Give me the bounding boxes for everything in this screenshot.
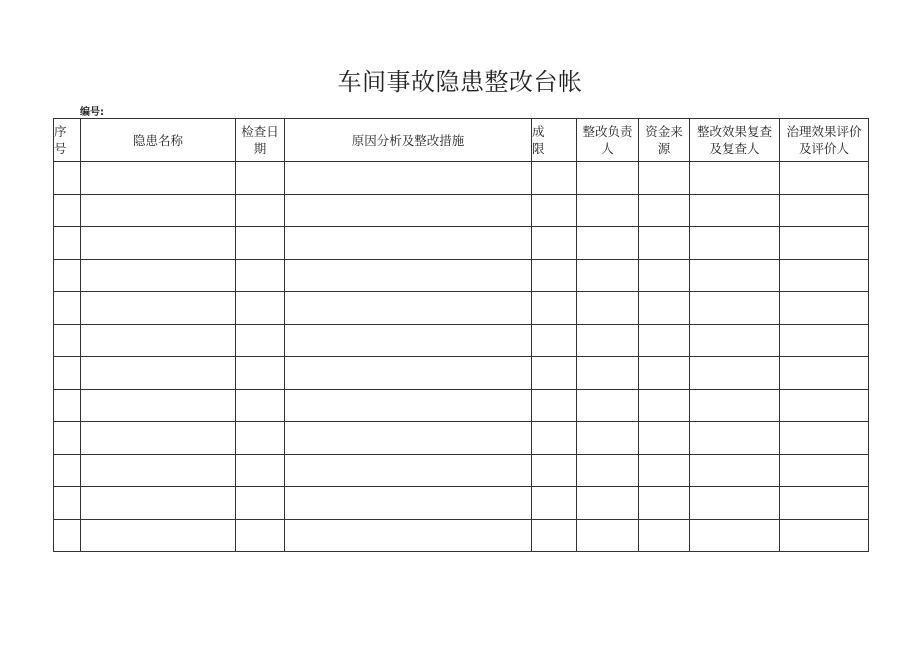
table-cell-responsible[interactable] [577, 292, 639, 325]
table-cell-effect-reviewer[interactable] [690, 292, 780, 325]
table-cell-seq[interactable] [54, 422, 81, 455]
table-cell-funding[interactable] [639, 389, 690, 422]
table-cell-seq[interactable] [54, 487, 81, 520]
table-cell-check-date[interactable] [236, 227, 285, 260]
table-cell-responsible[interactable] [577, 259, 639, 292]
header-responsible [577, 119, 639, 162]
table-cell-cause-measures[interactable] [285, 227, 532, 260]
header-funding [639, 119, 690, 162]
table-cell-effect-reviewer[interactable] [690, 422, 780, 455]
table-cell-seq[interactable] [54, 162, 81, 195]
table-cell-deadline[interactable] [532, 324, 577, 357]
table-cell-cause-measures[interactable] [285, 259, 532, 292]
table-cell-responsible[interactable] [577, 162, 639, 195]
table-cell-funding[interactable] [639, 227, 690, 260]
table-cell-responsible[interactable] [577, 422, 639, 455]
header-deadline-label: 成 限 [532, 124, 545, 156]
header-effect-reviewer [690, 119, 780, 162]
table-cell-hazard-name[interactable] [81, 227, 236, 260]
header-governance-evaluator-label: 治理效果评价 及评价人 [786, 124, 862, 156]
table-cell-funding[interactable] [639, 454, 690, 487]
table-row [54, 324, 869, 357]
table-cell-check-date[interactable] [236, 487, 285, 520]
table-cell-governance-evaluator[interactable] [780, 357, 869, 390]
table-cell-deadline[interactable] [532, 194, 577, 227]
header-deadline [532, 119, 577, 162]
table-cell-check-date[interactable] [236, 357, 285, 390]
table-cell-hazard-name[interactable] [81, 162, 236, 195]
table-cell-effect-reviewer[interactable] [690, 487, 780, 520]
table-cell-governance-evaluator[interactable] [780, 389, 869, 422]
table-cell-governance-evaluator[interactable] [780, 487, 869, 520]
table-cell-hazard-name[interactable] [81, 454, 236, 487]
table-cell-funding[interactable] [639, 292, 690, 325]
table-cell-responsible[interactable] [577, 454, 639, 487]
table-cell-governance-evaluator[interactable] [780, 519, 869, 552]
header-check-date [236, 119, 285, 162]
table-cell-governance-evaluator[interactable] [780, 454, 869, 487]
table-cell-governance-evaluator[interactable] [780, 194, 869, 227]
table-cell-seq[interactable] [54, 292, 81, 325]
table-cell-cause-measures[interactable] [285, 162, 532, 195]
header-hazard-name [81, 119, 236, 162]
header-cause-measures [285, 119, 532, 162]
table-cell-deadline[interactable] [532, 259, 577, 292]
table-cell-cause-measures[interactable] [285, 454, 532, 487]
header-seq [54, 119, 81, 162]
table-cell-deadline[interactable] [532, 162, 577, 195]
table-cell-check-date[interactable] [236, 324, 285, 357]
table-cell-cause-measures[interactable] [285, 422, 532, 455]
header-governance-evaluator [780, 119, 869, 162]
table-cell-effect-reviewer[interactable] [690, 259, 780, 292]
table-cell-hazard-name[interactable] [81, 422, 236, 455]
table-cell-cause-measures[interactable] [285, 357, 532, 390]
table-row [54, 292, 869, 325]
table-cell-deadline[interactable] [532, 292, 577, 325]
table-cell-hazard-name[interactable] [81, 324, 236, 357]
table-cell-deadline[interactable] [532, 487, 577, 520]
table-cell-effect-reviewer[interactable] [690, 357, 780, 390]
table-cell-responsible[interactable] [577, 194, 639, 227]
table-cell-effect-reviewer[interactable] [690, 162, 780, 195]
table-cell-cause-measures[interactable] [285, 292, 532, 325]
table-cell-responsible[interactable] [577, 324, 639, 357]
table-cell-check-date[interactable] [236, 454, 285, 487]
table-cell-effect-reviewer[interactable] [690, 324, 780, 357]
table-cell-governance-evaluator[interactable] [780, 324, 869, 357]
table-cell-hazard-name[interactable] [81, 194, 236, 227]
table-row [54, 389, 869, 422]
table-cell-cause-measures[interactable] [285, 487, 532, 520]
table-cell-check-date[interactable] [236, 194, 285, 227]
table-cell-seq[interactable] [54, 519, 81, 552]
table-cell-hazard-name[interactable] [81, 292, 236, 325]
table-cell-cause-measures[interactable] [285, 194, 532, 227]
table-cell-deadline[interactable] [532, 454, 577, 487]
table-cell-cause-measures[interactable] [285, 324, 532, 357]
table-row [54, 194, 869, 227]
table-cell-hazard-name[interactable] [81, 259, 236, 292]
table-cell-seq[interactable] [54, 227, 81, 260]
serial-number-label: 编号: [80, 107, 104, 118]
table-cell-cause-measures[interactable] [285, 519, 532, 552]
header-funding-label: 资金来 源 [645, 124, 683, 156]
table-cell-responsible[interactable] [577, 357, 639, 390]
table-cell-deadline[interactable] [532, 422, 577, 455]
table-row [54, 454, 869, 487]
table-cell-cause-measures[interactable] [285, 389, 532, 422]
table-row [54, 162, 869, 195]
table-cell-funding[interactable] [639, 259, 690, 292]
hazard-rectification-table [53, 118, 869, 552]
table-cell-funding[interactable] [639, 487, 690, 520]
table-cell-funding[interactable] [639, 357, 690, 390]
table-cell-check-date[interactable] [236, 162, 285, 195]
table-cell-seq[interactable] [54, 324, 81, 357]
header-cause-measures-label: 原因分析及整改措施 [351, 132, 465, 148]
table-cell-effect-reviewer[interactable] [690, 454, 780, 487]
table-cell-hazard-name[interactable] [81, 389, 236, 422]
table-cell-check-date[interactable] [236, 519, 285, 552]
table-cell-funding[interactable] [639, 324, 690, 357]
table-row [54, 422, 869, 455]
table-cell-funding[interactable] [639, 519, 690, 552]
table-cell-seq[interactable] [54, 194, 81, 227]
table-cell-seq[interactable] [54, 357, 81, 390]
table-cell-hazard-name[interactable] [81, 357, 236, 390]
table-cell-check-date[interactable] [236, 422, 285, 455]
table-cell-effect-reviewer[interactable] [690, 389, 780, 422]
header-check-date-label: 检查日 期 [241, 124, 279, 156]
table-cell-governance-evaluator[interactable] [780, 422, 869, 455]
table-cell-deadline[interactable] [532, 227, 577, 260]
table-cell-governance-evaluator[interactable] [780, 162, 869, 195]
table-header-row [54, 119, 869, 162]
table-cell-effect-reviewer[interactable] [690, 519, 780, 552]
table-row [54, 357, 869, 390]
table-cell-responsible[interactable] [577, 487, 639, 520]
table-cell-funding[interactable] [639, 194, 690, 227]
table-cell-effect-reviewer[interactable] [690, 227, 780, 260]
header-hazard-name-label: 隐患名称 [132, 132, 183, 148]
table-cell-governance-evaluator[interactable] [780, 227, 869, 260]
table-cell-hazard-name[interactable] [81, 519, 236, 552]
table-cell-deadline[interactable] [532, 519, 577, 552]
table-cell-responsible[interactable] [577, 389, 639, 422]
header-seq-label: 序 号 [54, 124, 67, 156]
document-title: 车间事故隐患整改台帐 [337, 68, 583, 96]
table-row [54, 227, 869, 260]
table-cell-seq[interactable] [54, 454, 81, 487]
table-cell-seq[interactable] [54, 389, 81, 422]
table-cell-governance-evaluator[interactable] [780, 292, 869, 325]
table-cell-responsible[interactable] [577, 227, 639, 260]
table-cell-hazard-name[interactable] [81, 487, 236, 520]
table-cell-funding[interactable] [639, 422, 690, 455]
table-row [54, 519, 869, 552]
table-cell-deadline[interactable] [532, 357, 577, 390]
table-cell-responsible[interactable] [577, 519, 639, 552]
table-body [54, 162, 869, 552]
table-cell-check-date[interactable] [236, 259, 285, 292]
table-row [54, 259, 869, 292]
table-cell-funding[interactable] [639, 162, 690, 195]
table-cell-check-date[interactable] [236, 292, 285, 325]
table-row [54, 487, 869, 520]
header-effect-reviewer-label: 整改效果复查 及复查人 [696, 124, 772, 156]
table-cell-effect-reviewer[interactable] [690, 194, 780, 227]
table-cell-governance-evaluator[interactable] [780, 259, 869, 292]
table-cell-deadline[interactable] [532, 389, 577, 422]
table-cell-check-date[interactable] [236, 389, 285, 422]
header-responsible-label: 整改负责 人 [582, 124, 633, 156]
table-cell-seq[interactable] [54, 259, 81, 292]
